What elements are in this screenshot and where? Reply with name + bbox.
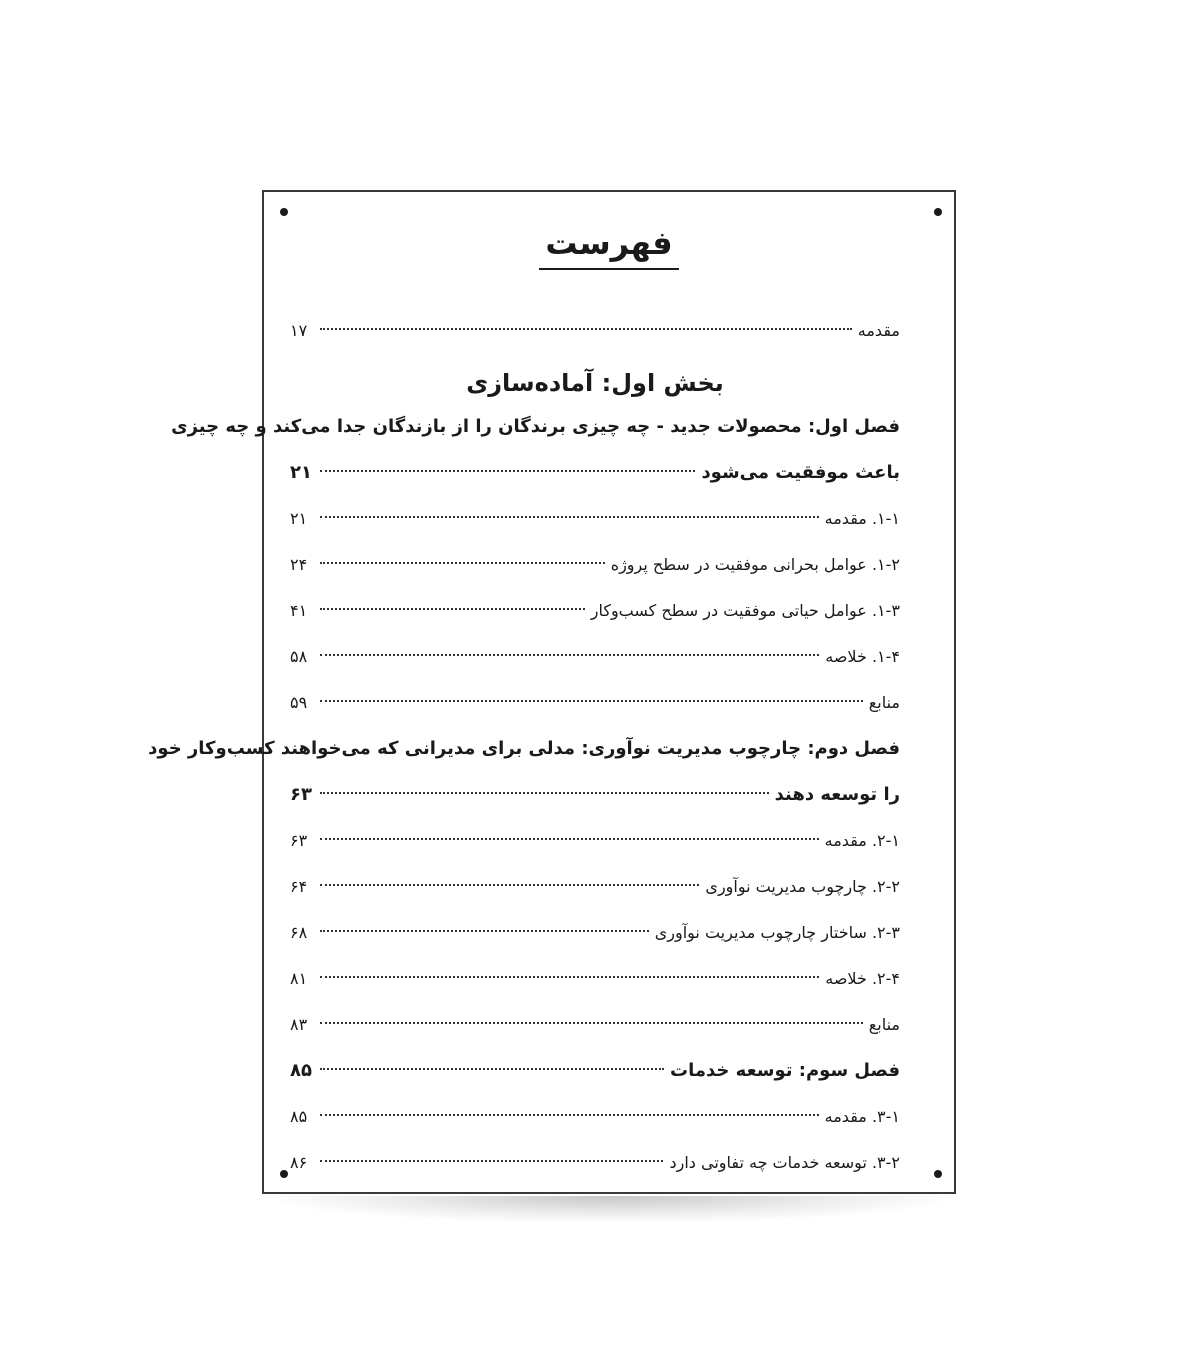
toc-entry-label: ۳-۲. توسعه خدمات چه تفاوتی دارد	[669, 1153, 900, 1172]
toc-entry	[290, 1103, 900, 1149]
toc-page-number: ۲۱	[290, 509, 308, 528]
toc-entry-label: منابع	[868, 1015, 900, 1034]
toc-entry-label: ۲-۳. ساختار چارچوب مدیریت نوآوری	[654, 923, 900, 942]
toc-entry	[290, 919, 900, 965]
toc-entry-label: ۱-۲. عوامل بحرانی موفقیت در سطح پروژه	[610, 555, 900, 574]
table-of-contents	[148, 317, 900, 1195]
toc-entry	[290, 1011, 900, 1057]
toc-page-number: ۸۳	[290, 1015, 308, 1034]
toc-page-number: ۲۴	[290, 555, 308, 574]
toc-entry	[290, 317, 900, 363]
toc-page	[148, 190, 956, 1194]
toc-dot-leader	[320, 608, 585, 610]
toc-page-number: ۸۵	[290, 1107, 308, 1126]
toc-entry	[290, 965, 900, 1011]
toc-dot-leader	[320, 1022, 863, 1024]
corner-dot-icon	[934, 208, 942, 216]
corner-dot-icon	[280, 1170, 288, 1178]
toc-chapter-entry	[290, 459, 900, 505]
toc-page-number: ۵۸	[290, 647, 308, 666]
page-title	[264, 224, 954, 270]
toc-entry	[290, 643, 900, 689]
toc-chapter-label: فصل اول: محصولات جدید - چه چیزی برندگان را از بازندگان جدا می‌کند و چه چیزی	[171, 416, 900, 437]
toc-entry-label: ۲-۱. مقدمه	[824, 831, 900, 850]
toc-dot-leader	[320, 792, 769, 794]
toc-chapter-label: فصل دوم: چارچوب مدیریت نوآوری: مدلی برای مدیرانی که می‌خواهند کسب‌وکار خود	[148, 738, 900, 759]
corner-dot-icon	[934, 1170, 942, 1178]
toc-entry	[290, 827, 900, 873]
toc-entry-label: ۱-۴. خلاصه	[825, 647, 900, 666]
toc-page-number: ۵۹	[290, 693, 308, 712]
toc-page-number: ۶۸	[290, 923, 308, 942]
toc-dot-leader	[320, 930, 649, 932]
toc-entry-label: ۳-۱. مقدمه	[824, 1107, 900, 1126]
toc-chapter-entry	[290, 781, 900, 827]
toc-dot-leader	[320, 328, 852, 330]
toc-dot-leader	[320, 470, 695, 472]
toc-page-number: ۶۴	[290, 877, 308, 896]
toc-entry	[290, 873, 900, 919]
toc-dot-leader	[320, 884, 699, 886]
toc-entry-label: فصل سوم: توسعه خدمات	[670, 1060, 900, 1081]
toc-chapter-label: را توسعه دهند	[774, 784, 900, 805]
toc-dot-leader	[320, 700, 863, 702]
toc-chapter-heading-line	[148, 735, 900, 781]
toc-section-label: بخش اول: آماده‌سازی	[466, 369, 724, 397]
toc-page-number: ۸۱	[290, 969, 308, 988]
toc-page-number: ۱۷	[290, 321, 308, 340]
toc-entry	[290, 597, 900, 643]
toc-dot-leader	[320, 976, 819, 978]
toc-dot-leader	[320, 1068, 664, 1070]
toc-dot-leader	[320, 1160, 663, 1162]
toc-dot-leader	[320, 654, 819, 656]
toc-entry-label: ۱-۳. عوامل حیاتی موفقیت در سطح کسب‌وکار	[590, 601, 900, 620]
toc-entry-label: ۲-۲. چارچوب مدیریت نوآوری	[705, 877, 900, 896]
toc-entry	[290, 551, 900, 597]
toc-chapter-heading-line	[171, 413, 900, 459]
toc-entry-label: ۲-۴. خلاصه	[825, 969, 900, 988]
toc-entry	[290, 689, 900, 735]
toc-dot-leader	[320, 1114, 819, 1116]
toc-entry-label: مقدمه	[857, 321, 900, 340]
toc-dot-leader	[320, 562, 605, 564]
toc-page-number: ۴۱	[290, 601, 308, 620]
toc-entry	[290, 505, 900, 551]
page-shadow	[280, 1196, 940, 1222]
toc-page-number: ۲۱	[290, 462, 312, 483]
toc-page-number: ۶۳	[290, 784, 312, 805]
toc-entry-label: ۱-۱. مقدمه	[824, 509, 900, 528]
toc-page-number: ۶۳	[290, 831, 308, 850]
toc-section-heading	[290, 363, 900, 413]
toc-chapter-entry	[290, 1057, 900, 1103]
toc-dot-leader	[320, 516, 819, 518]
corner-dot-icon	[280, 208, 288, 216]
toc-page-number: ۸۵	[290, 1060, 312, 1081]
toc-entry-label: منابع	[868, 693, 900, 712]
toc-page-number: ۸۶	[290, 1153, 308, 1172]
page-title-text: فهرست	[539, 224, 678, 270]
toc-chapter-label: باعث موفقیت می‌شود	[701, 462, 900, 483]
toc-dot-leader	[320, 838, 819, 840]
toc-entry	[290, 1149, 900, 1195]
